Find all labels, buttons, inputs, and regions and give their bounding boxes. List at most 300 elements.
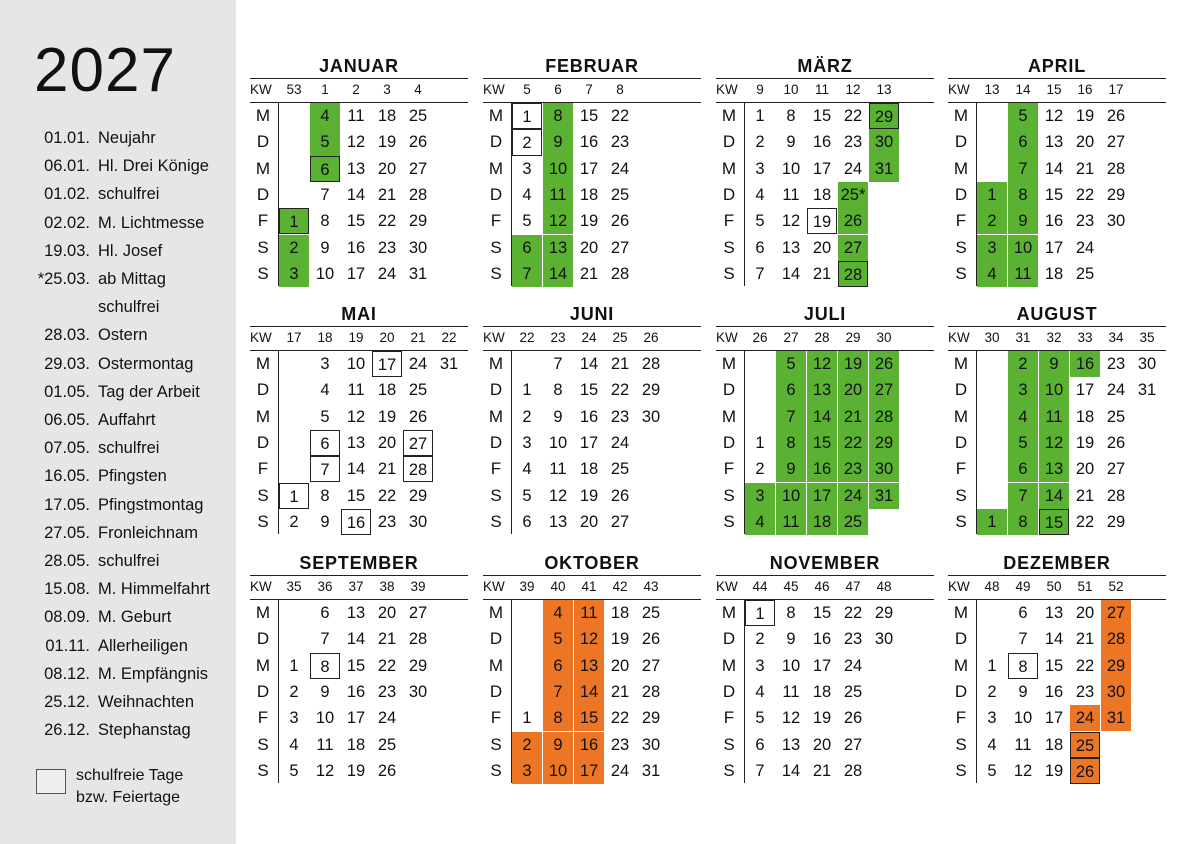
day-cell: 5 (987, 761, 997, 780)
day-cell: 22 (377, 656, 397, 675)
day-cell: 13 (548, 512, 568, 531)
month-juli (716, 304, 934, 544)
day-cell: 20 (377, 433, 397, 452)
day-cell: 14 (574, 679, 604, 705)
day-cell: 2 (755, 460, 765, 479)
day-cell: 30 (1137, 355, 1157, 373)
holiday-date: 06.05. (44, 411, 90, 429)
divider (483, 575, 701, 576)
day-cell: 10 (1013, 709, 1033, 728)
day-cell: 26 (610, 212, 630, 231)
holiday-name: M. Lichtmesse (98, 213, 205, 232)
day-cell: 10 (781, 656, 801, 675)
day-cell: 18 (579, 460, 599, 479)
holiday-name: Ostermontag (98, 354, 194, 373)
weekday-label: S (955, 734, 967, 754)
day-cell: 24 (838, 483, 868, 509)
day-cell: 11 (543, 182, 573, 208)
day-cell: 20 (579, 238, 599, 257)
day-cell: 21 (377, 460, 397, 479)
day-cell: 13 (543, 235, 573, 261)
day-cell: 28 (869, 404, 899, 430)
holiday-name: schulfrei (98, 439, 160, 458)
day-cell: 30 (874, 630, 894, 649)
day-cell: 5 (320, 407, 330, 426)
day-cell: 25* (838, 182, 868, 208)
weekday-label: F (257, 459, 269, 479)
week-number: 49 (1015, 579, 1031, 594)
weekday-label: S (723, 237, 735, 257)
day-cell: 13 (1039, 456, 1069, 482)
legend-line-1: schulfreie Tage (76, 767, 184, 784)
day-cell: 24 (843, 159, 863, 178)
week-number: 26 (643, 330, 659, 345)
day-cell: 25 (408, 107, 428, 125)
day-cell: 14 (346, 185, 366, 204)
holiday-name: Hl. Josef (98, 241, 163, 260)
week-number: 2 (352, 82, 360, 97)
holiday-item (0, 716, 236, 744)
day-cell: 17 (812, 159, 832, 178)
week-number: 4 (414, 82, 422, 97)
day-cell: 12 (346, 407, 366, 426)
holiday-item (0, 603, 236, 631)
holiday-date: 01.01. (44, 129, 90, 147)
day-cell: 26 (1106, 107, 1126, 125)
kw-label: KW (250, 330, 272, 345)
day-cell: 20 (377, 604, 397, 622)
day-cell: 25 (1075, 264, 1095, 283)
holiday-date: 01.11. (45, 636, 90, 655)
weekday-label: D (722, 681, 736, 701)
day-cell: 29 (1106, 185, 1126, 204)
week-number: 11 (814, 82, 829, 97)
day-cell: 1 (987, 656, 997, 675)
day-cell: 4 (1008, 404, 1038, 430)
month-name: SEPTEMBER (299, 553, 419, 573)
holiday-item (0, 660, 236, 688)
day-cell: 15 (1044, 185, 1064, 204)
day-cell: 26 (641, 630, 661, 649)
week-number: 32 (1046, 330, 1062, 345)
day-cell: 3 (755, 656, 765, 675)
day-cell: 11 (574, 600, 604, 626)
day-cell: 3 (987, 709, 997, 728)
kw-label: KW (483, 330, 505, 345)
day-cell: 13 (346, 433, 366, 452)
weekday-label: D (256, 432, 270, 452)
day-cell: 16 (341, 509, 371, 535)
day-cell: 27 (1106, 460, 1126, 479)
day-cell: 26 (1070, 758, 1100, 784)
holiday-item (0, 152, 236, 180)
day-cell: 1 (745, 600, 775, 626)
day-cell: 7 (553, 355, 563, 373)
day-cell: 23 (377, 682, 397, 701)
day-cell: 2 (279, 235, 309, 261)
week-number: 44 (752, 579, 768, 594)
day-cell: 11 (1014, 735, 1032, 754)
day-cell: 7 (1018, 630, 1028, 649)
day-cell: 6 (320, 604, 330, 622)
holiday-date: 27.05. (44, 523, 90, 542)
holiday-item (0, 547, 236, 575)
month-name: DEZEMBER (1003, 553, 1111, 573)
day-cell: 31 (641, 761, 661, 780)
month-juni (483, 304, 701, 544)
week-number: 37 (348, 579, 364, 594)
month-name: MAI (341, 304, 377, 324)
day-cell: 20 (610, 656, 630, 675)
month-name: JULI (803, 304, 847, 324)
day-cell: 27 (838, 235, 868, 261)
day-cell: 28 (408, 630, 428, 649)
weekday-label: M (255, 406, 271, 426)
day-cell: 26 (408, 133, 428, 152)
weekday-label: M (255, 158, 271, 178)
weekday-label: M (721, 655, 737, 675)
week-number: 24 (581, 330, 597, 345)
week-number: 22 (441, 330, 457, 345)
day-cell: 3 (512, 758, 542, 784)
day-cell: 30 (1101, 679, 1131, 705)
weekday-label: D (722, 132, 736, 152)
weekday-label: M (255, 106, 271, 125)
day-cell: 31 (1137, 381, 1157, 400)
day-cell: 4 (755, 682, 765, 701)
holiday-date: *25.03. (37, 270, 90, 288)
day-cell: 24 (610, 761, 630, 780)
day-cell: 31 (869, 483, 899, 509)
holiday-name: Fronleichnam (98, 523, 198, 542)
weekday-label: S (490, 734, 502, 754)
holiday-date: 02.02. (44, 213, 90, 232)
holiday-name: M. Empfängnis (98, 664, 209, 683)
holiday-item (0, 434, 236, 462)
weekday-label: M (721, 106, 737, 125)
day-cell: 9 (320, 512, 330, 531)
day-cell: 17 (812, 656, 832, 675)
day-cell: 22 (377, 486, 397, 505)
day-cell: 11 (347, 107, 365, 125)
week-number: 36 (317, 579, 333, 594)
weekday-label: S (723, 263, 735, 283)
day-cell: 23 (843, 133, 863, 152)
day-cell: 13 (807, 377, 837, 403)
weekday-label: F (257, 708, 269, 728)
day-cell: 8 (1008, 509, 1038, 535)
day-cell: 6 (310, 156, 340, 182)
day-cell: 3 (755, 159, 765, 178)
week-number: 47 (845, 579, 861, 594)
holiday-name: Pfingsten (98, 467, 167, 486)
day-cell: 12 (781, 212, 801, 231)
day-cell: 30 (869, 456, 899, 482)
day-cell: 7 (1008, 483, 1038, 509)
month-name: JANUAR (319, 56, 399, 76)
week-number: 43 (643, 579, 659, 594)
day-cell: 2 (522, 407, 532, 426)
week-number: 26 (752, 330, 768, 345)
day-cell: 21 (610, 355, 630, 373)
day-cell: 6 (1008, 456, 1038, 482)
week-number: 48 (876, 579, 892, 594)
day-cell: 8 (320, 212, 330, 231)
day-cell: 2 (289, 512, 299, 531)
weekday-label: M (488, 655, 504, 675)
week-number: 15 (1046, 82, 1062, 97)
day-cell: 17 (1044, 238, 1064, 257)
day-cell: 19 (1075, 107, 1095, 125)
day-cell: 1 (289, 656, 299, 675)
day-cell: 12 (807, 351, 837, 377)
day-cell: 15 (1044, 656, 1064, 675)
day-cell: 25 (843, 682, 863, 701)
day-cell: 19 (346, 761, 366, 780)
day-cell: 19 (579, 486, 599, 505)
day-cell: 27 (869, 377, 899, 403)
day-cell: 23 (838, 456, 868, 482)
weekday-label: F (723, 459, 735, 479)
day-cell: 2 (512, 732, 542, 758)
holiday-name: Weihnachten (98, 693, 195, 711)
week-number: 30 (984, 330, 1000, 345)
day-cell: 5 (522, 486, 532, 505)
day-cell: 10 (315, 709, 335, 728)
day-cell: 3 (320, 355, 330, 373)
day-cell: 1 (755, 107, 765, 125)
day-cell: 17 (579, 433, 599, 452)
day-cell: 24 (1075, 238, 1095, 257)
day-cell: 15 (579, 107, 599, 125)
day-cell: 21 (1075, 630, 1095, 649)
divider (716, 575, 934, 576)
day-cell: 7 (310, 456, 340, 482)
weekday-label: S (257, 263, 269, 283)
day-cell: 19 (610, 630, 630, 649)
holiday-name: M. Geburt (98, 608, 172, 627)
day-cell: 16 (346, 682, 366, 701)
weekday-label: M (488, 603, 504, 622)
month-september (250, 553, 468, 793)
day-cell: 22 (1075, 185, 1095, 204)
day-cell: 14 (1044, 630, 1064, 649)
weekday-label: S (257, 485, 269, 505)
day-cell: 11 (782, 682, 800, 701)
day-cell: 4 (310, 103, 340, 129)
week-number: 12 (845, 82, 861, 97)
week-number: 10 (783, 82, 799, 97)
day-cell: 14 (543, 261, 573, 287)
week-number: 21 (410, 330, 426, 345)
kw-label: KW (948, 579, 970, 594)
month-märz (716, 56, 934, 296)
day-cell: 14 (1039, 483, 1069, 509)
day-cell: 21 (1075, 486, 1095, 505)
day-cell: 6 (512, 235, 542, 261)
day-cell: 5 (776, 351, 806, 377)
day-cell: 5 (310, 129, 340, 155)
day-cell: 1 (522, 381, 532, 400)
weekday-label: M (953, 158, 969, 178)
day-cell: 9 (543, 129, 573, 155)
day-cell: 6 (1018, 604, 1028, 622)
kw-label: KW (483, 82, 505, 97)
week-number: 39 (410, 579, 426, 594)
holiday-item (0, 632, 236, 660)
day-cell: 19 (579, 212, 599, 231)
day-cell: 28 (641, 682, 661, 701)
day-cell: 29 (641, 381, 661, 400)
day-cell: 31 (1101, 705, 1131, 731)
weekday-label: D (954, 132, 968, 152)
day-cell: 20 (812, 735, 832, 754)
weekday-label: S (955, 760, 967, 780)
day-cell: 17 (807, 483, 837, 509)
day-cell: 17 (1044, 709, 1064, 728)
day-cell: 11 (776, 509, 806, 535)
day-cell: 7 (512, 261, 542, 287)
day-cell: 22 (610, 709, 630, 728)
weekday-label: F (490, 708, 502, 728)
day-cell: 27 (610, 238, 630, 257)
day-cell: 7 (543, 679, 573, 705)
holiday-name: Allerheiligen (98, 636, 188, 655)
divider (483, 78, 701, 79)
day-cell: 18 (610, 604, 630, 622)
month-name: OKTOBER (544, 553, 640, 573)
month-februar (483, 56, 701, 296)
weekday-label: D (256, 184, 270, 204)
day-cell: 9 (1039, 351, 1069, 377)
day-cell: 16 (574, 732, 604, 758)
month-dezember (948, 553, 1166, 793)
day-cell: 10 (1039, 377, 1069, 403)
day-cell: 11 (782, 185, 800, 204)
day-cell: 3 (522, 433, 532, 452)
day-cell: 10 (781, 159, 801, 178)
day-cell: 7 (1008, 156, 1038, 182)
holiday-item (0, 180, 236, 208)
week-number: 41 (581, 579, 597, 594)
holiday-date: 25.12. (44, 693, 90, 711)
weekday-label: M (721, 354, 737, 373)
day-cell: 25 (838, 509, 868, 535)
day-cell: 6 (310, 430, 340, 456)
day-cell: 16 (1070, 351, 1100, 377)
weekday-label: F (257, 211, 269, 231)
weekday-label: D (256, 380, 270, 400)
day-cell: 25 (641, 604, 661, 622)
day-cell: 16 (812, 630, 832, 649)
day-cell: 23 (1075, 682, 1095, 701)
day-cell: 24 (610, 433, 630, 452)
day-cell: 22 (610, 107, 630, 125)
month-mai (250, 304, 468, 544)
day-cell: 25 (408, 381, 428, 400)
week-number: 38 (379, 579, 395, 594)
day-cell: 13 (346, 159, 366, 178)
holiday-item (0, 350, 236, 378)
day-cell: 12 (346, 133, 366, 152)
day-cell: 1 (755, 433, 765, 452)
holiday-name: Ostern (98, 326, 148, 345)
day-cell: 9 (543, 732, 573, 758)
holiday-date: 01.05. (44, 382, 90, 401)
legend-text (76, 765, 183, 809)
weekday-label: M (255, 603, 271, 622)
kw-label: KW (250, 82, 272, 97)
week-number: 7 (585, 82, 593, 97)
day-cell: 28 (408, 185, 428, 204)
divider (716, 326, 934, 327)
holiday-item (0, 293, 236, 321)
day-cell: 7 (755, 761, 765, 780)
day-cell: 30 (408, 238, 428, 257)
day-cell: 26 (1106, 433, 1126, 452)
holiday-name: Pfingstmontag (98, 495, 204, 514)
day-cell: 31 (869, 156, 899, 182)
day-cell: 13 (1044, 133, 1064, 152)
holiday-name: ab Mittag (98, 270, 166, 288)
holiday-date: 19.03. (44, 241, 90, 260)
day-cell: 3 (289, 709, 299, 728)
holiday-item (0, 124, 236, 152)
day-cell: 1 (522, 709, 532, 728)
weekday-label: D (954, 629, 968, 649)
day-cell: 31 (439, 355, 459, 373)
day-cell: 5 (543, 626, 573, 652)
day-cell: 20 (377, 159, 397, 178)
day-cell: 6 (755, 735, 765, 754)
day-cell: 12 (548, 486, 568, 505)
holiday-name: Hl. Drei Könige (98, 157, 209, 176)
day-cell: 6 (543, 653, 573, 679)
sidebar (0, 0, 236, 844)
day-cell: 20 (579, 512, 599, 531)
day-cell: 20 (1075, 133, 1095, 152)
weekday-label: D (722, 184, 736, 204)
week-number: 28 (814, 330, 830, 345)
weekday-label: M (255, 655, 271, 675)
day-cell: 15 (574, 705, 604, 731)
week-number: 8 (616, 82, 624, 97)
weekday-label: M (953, 603, 969, 622)
day-cell: 19 (377, 133, 397, 152)
weekday-label: M (721, 406, 737, 426)
day-cell: 8 (1008, 653, 1038, 679)
day-cell: 29 (869, 103, 899, 129)
month-april (948, 56, 1166, 296)
divider (716, 78, 934, 79)
day-cell: 5 (755, 709, 765, 728)
week-number: 34 (1108, 330, 1124, 345)
week-number: 17 (1108, 82, 1124, 97)
day-cell: 17 (574, 758, 604, 784)
divider (948, 575, 1166, 576)
day-cell: 13 (781, 238, 801, 257)
weekday-label: D (489, 432, 503, 452)
day-cell: 5 (522, 212, 532, 231)
day-cell: 11 (549, 460, 567, 479)
week-number: 50 (1046, 579, 1062, 594)
weekday-label: M (721, 603, 737, 622)
weekday-label: S (955, 511, 967, 531)
day-cell: 24 (843, 656, 863, 675)
day-cell: 5 (1008, 430, 1038, 456)
day-cell: 9 (1018, 682, 1028, 701)
holiday-item (0, 378, 236, 406)
